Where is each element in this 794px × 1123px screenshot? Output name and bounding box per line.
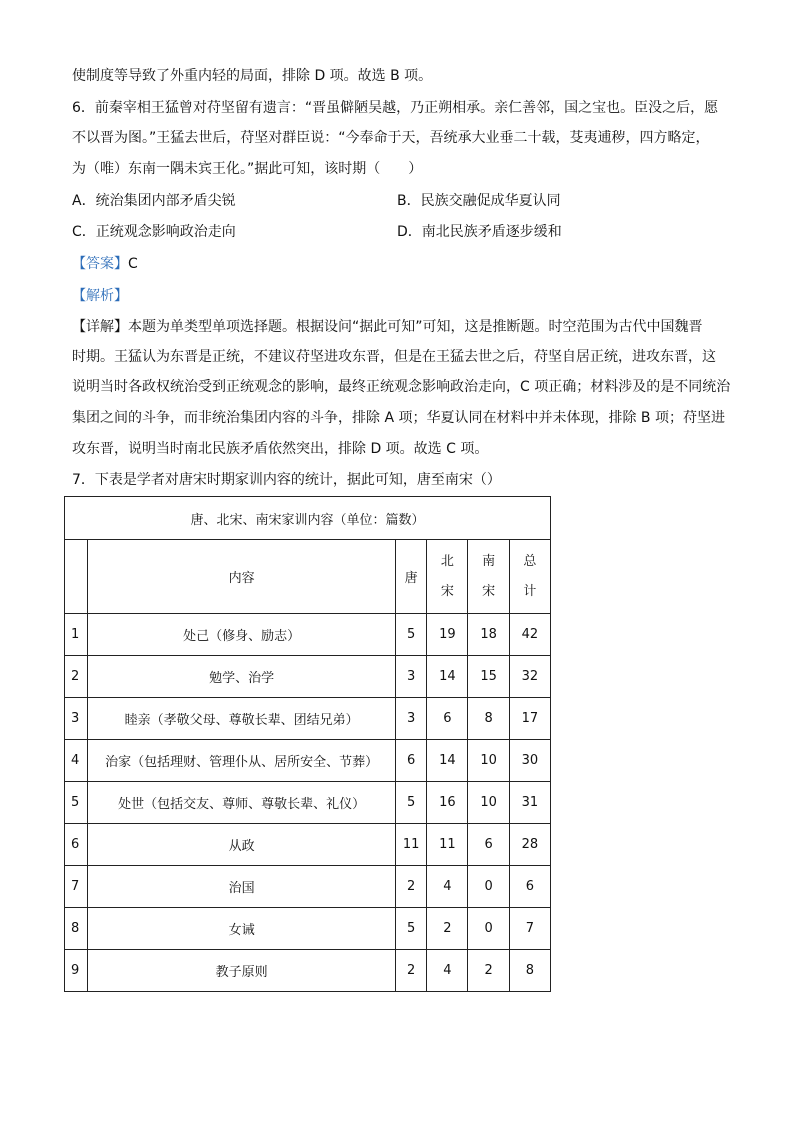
row-index: 4	[65, 740, 88, 782]
row-tang: 5	[396, 908, 427, 950]
row-total: 42	[509, 614, 550, 656]
header-total	[509, 540, 550, 614]
answer-label: 【答案】	[72, 256, 128, 272]
detail-line-3: 说明当时各政权统治受到正统观念的影响，最终正统观念影响政治走向，C 项正确；材料涉及的是不同统治	[72, 379, 731, 395]
row-total: 28	[509, 824, 550, 866]
row-content: 处己（修身、励志）	[88, 614, 396, 656]
table-caption-row	[65, 497, 551, 540]
question-6-line-3: 为（唯）东南一隅未宾王化。”据此可知，该时期（ ）	[72, 161, 423, 177]
row-nansong: 6	[468, 824, 509, 866]
detail-line-2: 时期。王猛认为东晋是正统，不建议苻坚进攻东晋，但是在王猛去世之后，苻坚自居正统，进攻东晋，这	[72, 349, 716, 365]
header-content: 内容	[88, 540, 396, 614]
row-nansong: 10	[468, 740, 509, 782]
row-index: 7	[65, 866, 88, 908]
row-total: 32	[509, 656, 550, 698]
option-a: A．统治集团内部矛盾尖锐	[72, 193, 236, 209]
question-6-line-1: 6．前秦宰相王猛曾对苻坚留有遗言：“晋虽僻陋吴越，乃正朔相承。亲仁善邻，国之宝也。臣没之后，愿	[72, 100, 719, 116]
table-row	[65, 950, 551, 992]
row-beisong: 2	[427, 908, 468, 950]
row-content: 治家（包括理财、管理仆从、居所安全、节葬）	[88, 740, 396, 782]
row-tang: 11	[396, 824, 427, 866]
row-content: 勉学、治学	[88, 656, 396, 698]
row-total: 31	[509, 782, 550, 824]
table-row	[65, 656, 551, 698]
detail-text-1: 本题为单类型单项选择题。根据设问“据此可知”可知，这是推断题。时空范围为古代中国魏晋	[128, 319, 703, 335]
row-content: 从政	[88, 824, 396, 866]
detail-label: 【详解】	[72, 319, 128, 335]
header-index-cell	[65, 540, 88, 614]
table-row	[65, 740, 551, 782]
row-tang: 5	[396, 614, 427, 656]
answer-line	[72, 254, 138, 274]
header-beisong-char-2: 宋	[440, 583, 454, 599]
table-caption: 唐、北宋、南宋家训内容（单位：篇数）	[65, 497, 551, 540]
question-7: 7．下表是学者对唐宋时期家训内容的统计，据此可知，唐至南宋（）	[72, 472, 501, 488]
table-row	[65, 614, 551, 656]
row-beisong: 14	[427, 656, 468, 698]
table-row	[65, 698, 551, 740]
header-tang: 唐	[396, 540, 427, 614]
header-nansong	[468, 540, 509, 614]
table-row	[65, 866, 551, 908]
option-d: D．南北民族矛盾逐步缓和	[397, 224, 562, 240]
row-tang: 2	[396, 866, 427, 908]
row-tang: 3	[396, 698, 427, 740]
table-row	[65, 824, 551, 866]
row-total: 7	[509, 908, 550, 950]
detail-line-1	[72, 317, 703, 337]
row-content: 睦亲（孝敬父母、尊敬长辈、团结兄弟）	[88, 698, 396, 740]
row-beisong: 4	[427, 866, 468, 908]
header-beisong	[427, 540, 468, 614]
row-index: 9	[65, 950, 88, 992]
row-nansong: 10	[468, 782, 509, 824]
row-content: 处世（包括交友、尊师、尊敬长辈、礼仪）	[88, 782, 396, 824]
row-beisong: 4	[427, 950, 468, 992]
detail-line-4: 集团之间的斗争，而非统治集团内容的斗争，排除 A 项；华夏认同在材料中并未体现，排除 B 项；苻坚进	[72, 410, 725, 426]
question-6-line-2: 不以晋为图。”王猛去世后，苻坚对群臣说：“今奉命于天，吾统承大业垂二十载，芟夷逋秽，四方略定，	[72, 130, 710, 146]
table-row	[65, 782, 551, 824]
row-nansong: 2	[468, 950, 509, 992]
answer-value: C	[128, 256, 138, 272]
row-total: 8	[509, 950, 550, 992]
row-tang: 6	[396, 740, 427, 782]
row-content: 教子原则	[88, 950, 396, 992]
row-index: 2	[65, 656, 88, 698]
row-beisong: 16	[427, 782, 468, 824]
row-beisong: 14	[427, 740, 468, 782]
row-beisong: 19	[427, 614, 468, 656]
row-tang: 2	[396, 950, 427, 992]
row-nansong: 15	[468, 656, 509, 698]
header-total-char-1: 总	[523, 553, 537, 569]
header-beisong-char-1: 北	[440, 553, 454, 569]
row-content: 女诫	[88, 908, 396, 950]
row-content: 治国	[88, 866, 396, 908]
row-total: 17	[509, 698, 550, 740]
row-index: 6	[65, 824, 88, 866]
detail-line-5: 攻东晋，说明当时南北民族矛盾依然突出，排除 D 项。故选 C 项。	[72, 441, 489, 457]
row-index: 5	[65, 782, 88, 824]
table-header-row	[65, 540, 551, 614]
header-nansong-char-1: 南	[482, 553, 496, 569]
row-beisong: 11	[427, 824, 468, 866]
row-tang: 3	[396, 656, 427, 698]
row-beisong: 6	[427, 698, 468, 740]
paragraph-prev-answer-end: 使制度等导致了外重内轻的局面，排除 D 项。故选 B 项。	[72, 68, 433, 84]
analysis-label: 【解析】	[72, 288, 128, 304]
header-nansong-char-2: 宋	[482, 583, 496, 599]
header-total-char-2: 计	[523, 583, 537, 599]
option-b: B．民族交融促成华夏认同	[397, 193, 561, 209]
row-index: 3	[65, 698, 88, 740]
row-nansong: 8	[468, 698, 509, 740]
family-instruction-table	[64, 496, 551, 992]
table-body	[65, 614, 551, 992]
row-nansong: 0	[468, 866, 509, 908]
row-total: 6	[509, 866, 550, 908]
row-tang: 5	[396, 782, 427, 824]
option-c: C．正统观念影响政治走向	[72, 224, 236, 240]
row-total: 30	[509, 740, 550, 782]
row-index: 8	[65, 908, 88, 950]
row-index: 1	[65, 614, 88, 656]
table-row	[65, 908, 551, 950]
row-nansong: 0	[468, 908, 509, 950]
row-nansong: 18	[468, 614, 509, 656]
